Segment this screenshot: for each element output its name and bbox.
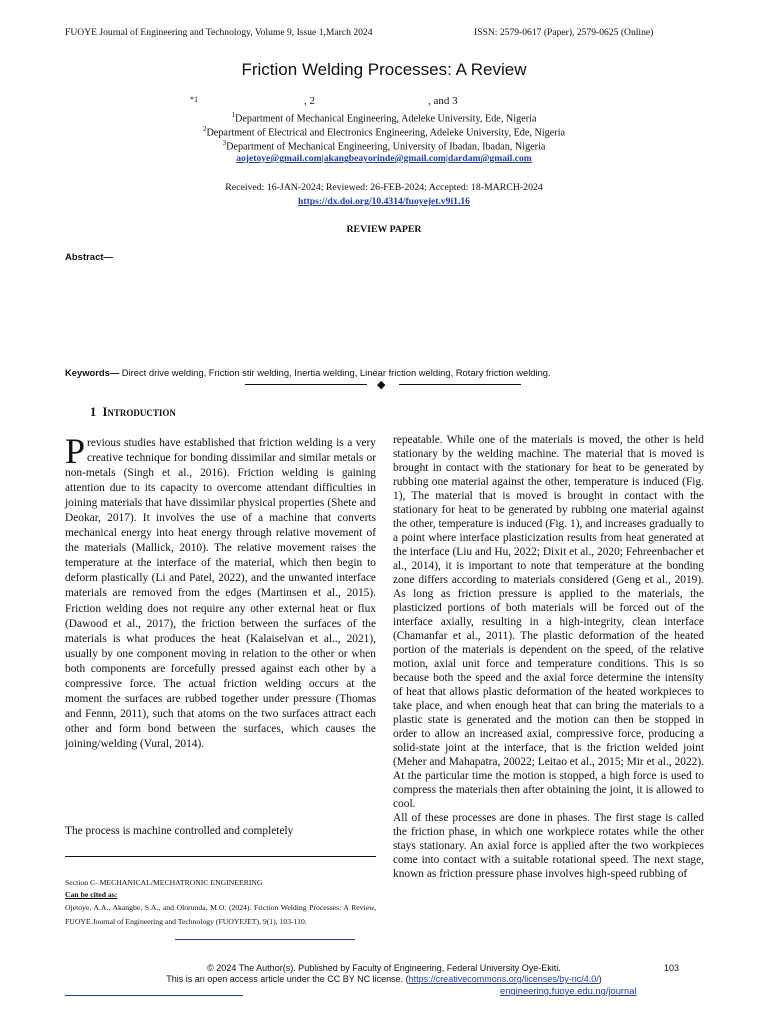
- footnote-citation: Ojetoye, A.A., Akangbe, S.A., and Olorunda, M.O. (2024). Friction Welding Processes: A Review, FUOYE Journal of Engineering and Technology (FUOYEJET), 9(1), 103-110.: [65, 903, 376, 927]
- licence-link[interactable]: https://creativecommons.org/licenses/by-nc/4.0/: [408, 974, 599, 984]
- divider-line-right: [399, 384, 521, 385]
- footer-left-line: [65, 995, 243, 996]
- journal-website-link[interactable]: engineering.fuoye.edu.ng/journal: [500, 985, 637, 996]
- keywords: [65, 367, 715, 378]
- licence-block: [0, 963, 768, 985]
- author-mark-1: *1: [190, 95, 198, 104]
- abstract-label: Abstract—: [65, 252, 114, 263]
- section-title: Introduction: [102, 405, 176, 419]
- paper-title: Friction Welding Processes: A Review: [241, 60, 527, 79]
- copyright-line: © 2024 The Author(s). Published by Faculty of Engineering, Federal University Oye-Ekiti.: [207, 963, 561, 973]
- paper-type: REVIEW PAPER: [346, 224, 422, 235]
- keywords-label: Keywords—: [65, 367, 120, 378]
- left-column-closing: The process is machine controlled and completely: [65, 825, 294, 837]
- page-number: 103: [664, 963, 680, 973]
- footnote-link-line: [175, 939, 355, 940]
- author-mark-2: , 2: [304, 95, 315, 107]
- affiliation-2: $^2$Department of Electrical and Electronics Engineering, Adeleke University, Ede, Nigeria: [202, 125, 566, 139]
- keywords-text: Direct drive welding, Friction stir welding, Inertia welding, Linear friction welding, Rotary friction welding.: [119, 367, 551, 378]
- affiliation-3: $^3$Department of Mechanical Engineering, University of Ibadan, Ibadan, Nigeria: [222, 139, 546, 153]
- dropcap: P: [65, 431, 86, 471]
- running-header-journal: FUOYE Journal of Engineering and Technology, Volume 9, Issue 1,March 2024: [65, 27, 373, 38]
- divider-diamond: ◆: [377, 379, 386, 391]
- divider-line-left: [245, 384, 367, 385]
- footnote-rule: [65, 856, 376, 857]
- running-header-issn: ISSN: 2579-0617 (Paper), 2579-0625 (Online): [474, 27, 654, 38]
- right-paragraph-2: All of these processes are done in phases. The first stage is called the friction phase, in which one workpiece rotates while the other stays stationary. An axial force is applied after the two workpieces come into contact with a suitable rotational speed. The next stage, known as friction pressure phase involves high-speed rubbing of: [393, 812, 704, 881]
- author-emails[interactable]: aojetoye@gmail.com|akangbeayorinde@gmail.com|dardam@gmail.com: [236, 153, 532, 164]
- licence-line: This is an open access article under the CC BY NC license. (https://creativecommons.org/licenses/by-nc/4.0/): [166, 974, 602, 984]
- article-dates: Received: 16-JAN-2024; Reviewed: 26-FEB-2024; Accepted: 18-MARCH-2024: [225, 182, 543, 193]
- body-right-column: [393, 433, 704, 882]
- doi-link[interactable]: https://dx.doi.org/10.4314/fuoyejet.v9i1.16: [298, 196, 470, 207]
- affiliation-1: $^1$Department of Mechanical Engineering, Adeleke University, Ede, Nigeria: [231, 111, 537, 125]
- section-heading: [90, 405, 176, 420]
- footnote-cite-label: Can be cited as:: [65, 890, 118, 899]
- section-number: 1: [90, 405, 97, 419]
- footnote-section: Section C- MECHANICAL/MECHATRONIC ENGINEERING: [65, 878, 263, 887]
- intro-paragraph: revious studies have established that friction welding is a very creative technique for bonding dissimilar and similar metals or non-metals (Singh et al., 2016). Friction welding is gaining attention due to its capacity to overcome attendant difficulties in joining materials that have dissimilar physical properties (Shete and Deokar, 2017). It involves the use of a machine that converts mechanical energy into heat energy through relative movement of the materials (Mallick, 2010). The relative movement raises the temperature at the interface of the material, which then begin to deform plastically (Li and Patel, 2022), and the unwanted interface materials are removed from the edges (Martinsen et al., 2015). Friction welding does not require any other external heat or flux (Dawood et al., 2017), the friction between the surfaces of the materials is what produces the heat (Kalaiselvan et al.., 2021), usually by one component moving in relation to the other or when both components are forcefully pressed against each other by a compressive force. The actual friction welding occurs at the moment the surfaces are rubbed together under pressure (Thomas and Fennn, 2011), such that atoms on the two surfaces attract each other and form bond between the surfaces, which causes the joining/welding (Vural, 2014).: [65, 437, 376, 750]
- body-left-column: [65, 431, 376, 752]
- right-paragraph-1: repeatable. While one of the materials is moved, the other is held stationary by the welding machine. The material that is moved is brought in contact with the stationary for heat to be generated by rubbing one material against the other, temperature is induced (Fig. 1), The material that is moved is brought in contact with the stationary for heat to be generated by rubbing one material against the other, temperature is induced (Fig. 1), and increases gradually to a point where interface plasticization results from heat generated at the interface (Liu and Hu, 2022; Dixit et al., 2020; Fehreenbacher et al., 2014), it is important to note that temperature at the bonding zone differs according to materials considered (Geng et al., 2019). As long as friction pressure is applied to the materials, the plasticized portions of both materials will be forced out of the interface axially, resulting in a high-integrity, clean interface (Chamanfar et al., 2011). The plastic deformation of the heated portion of the materials is dependent on the speed, of the relative motion, axial unit force and temperature conditions. This is so because both the speed and the axial force determine the intensity of heat that allows plastic deformation of the heated workpieces to take place, and when enough heat that can bring the materials to a plastic state is generated and the motion can then be stopped in order to allow an increased axial, compressive force, producing a solid-state joint at the interface, that is the friction welded joint (Meher and Mahapatra, 20022; Leitao et al., 2015; Mir et al., 2022). At the particular time the motion is stopped, a high force is used to compress the materials then after obtaining the joint, it is allowed to cool.: [393, 434, 704, 811]
- author-mark-3: , and 3: [428, 95, 458, 107]
